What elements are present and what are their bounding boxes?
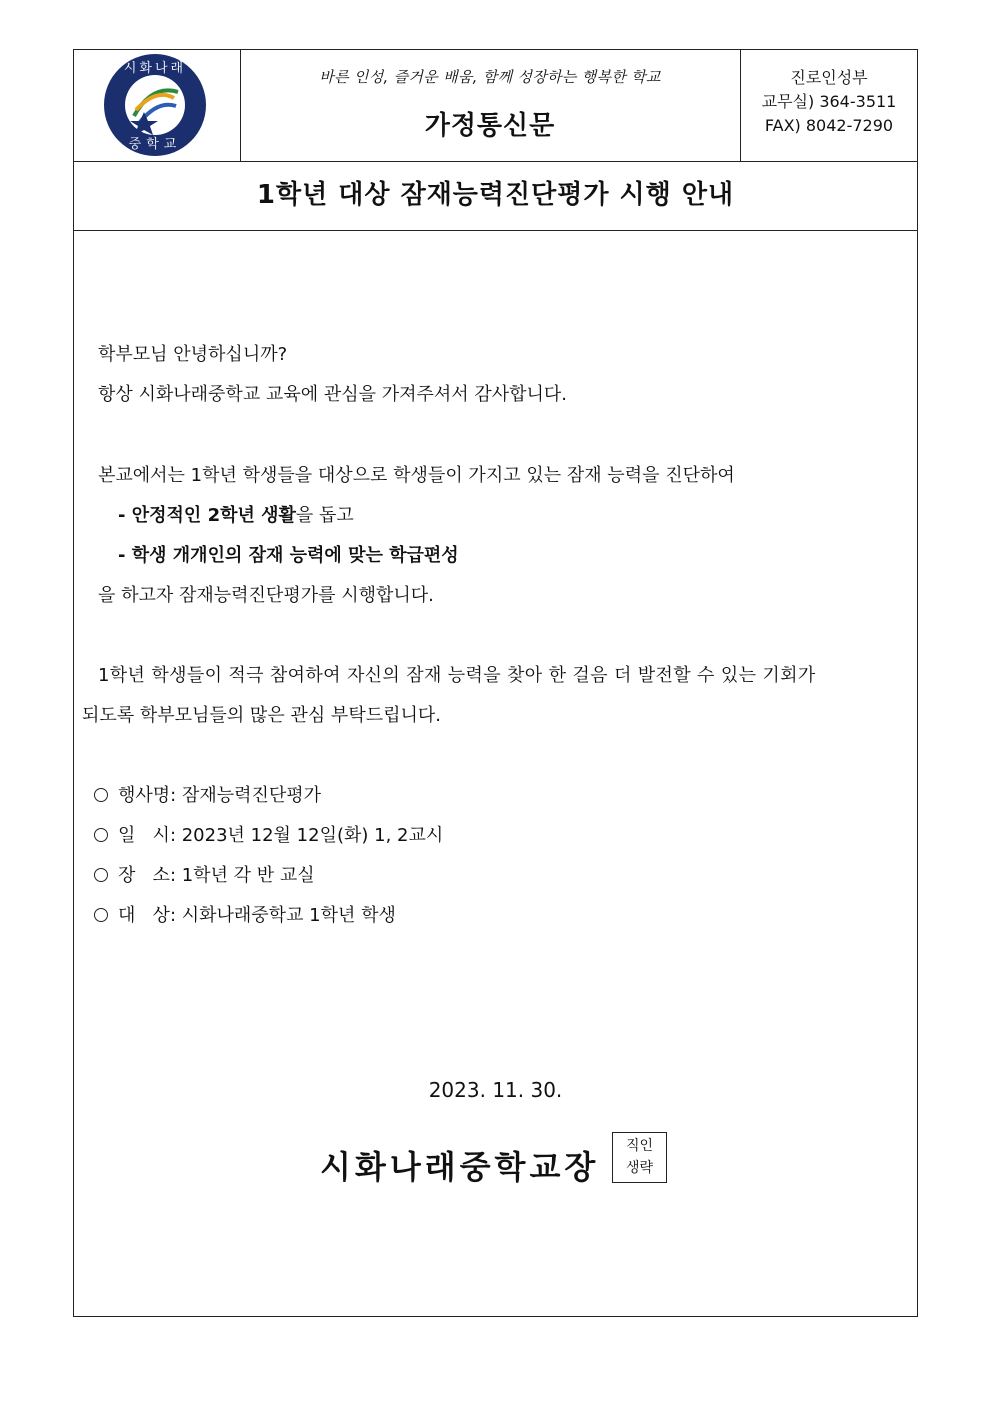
circle-bullet-icon [94,908,108,922]
bullet-2-bold: 학생 개개인의 잠재 능력에 맞는 학급편성 [131,545,459,566]
circle-bullet-icon [94,788,108,802]
paragraph-1: 본교에서는 1학년 학생들을 대상으로 학생들이 가지고 있는 잠재 능력을 진단하여 [98,465,735,486]
bullet-1: - 안정적인 2학년 생활을 돕고 [118,505,354,526]
paragraph-2-line-1: 1학년 학생들이 적극 참여하여 자신의 잠재 능력을 찾아 한 걸음 더 발전할 수 있는 기회가 [98,665,816,686]
circle-bullet-icon [94,828,108,842]
greeting-line-1: 학부모님 안녕하십니까? [98,344,288,365]
logo-cell [74,50,241,161]
detail-target: 대 상: 시화나래중학교 1학년 학생 [94,901,396,927]
paragraph-2-line-2: 되도록 학부모님들의 많은 관심 부탁드립니다. [82,705,441,726]
greeting-line-2: 항상 시화나래중학교 교육에 관심을 가져주셔서 감사합니다. [98,384,568,405]
detail-location: 장 소: 1학년 각 반 교실 [94,861,315,887]
paragraph-1-end: 을 하고자 잠재능력진단평가를 시행합니다. [98,585,434,606]
stamp-line-2: 생략 [625,1160,654,1176]
logo-bottom-text: 중학교 [128,137,182,152]
bullet-2: - 학생 개개인의 잠재 능력에 맞는 학급편성 [118,545,459,566]
school-motto: 바른 인성, 즐거운 배움, 함께 성장하는 행복한 학교 [319,68,661,86]
detail-event-name: 행사명: 잠재능력진단평가 [94,781,321,807]
header-center [240,50,741,161]
document-date: 2023. 11. 30. [428,1078,563,1102]
header-table [74,50,917,162]
stamp-line-1: 직인 [625,1138,654,1154]
bullet-1-rest: 을 돕고 [295,505,354,526]
contact-dept: 진로인성부 [790,68,868,87]
contact-office: 교무실) 364-3511 [761,92,897,111]
detail-datetime: 일 시: 2023년 12월 12일(화) 1, 2교시 [94,821,443,847]
newsletter-title: 가정통신문 [424,111,556,141]
bullet-1-bold: 안정적인 2학년 생활 [131,505,296,526]
document [73,49,918,1317]
circle-bullet-icon [94,868,108,882]
logo-top-text: 시화나래 [123,61,187,76]
contact-fax: FAX) 8042-7290 [764,116,894,135]
seal-omitted-box [612,1132,667,1183]
document-title: 1학년 대상 잠재능력진단평가 시행 안내 [74,161,917,231]
school-logo [74,50,240,161]
principal-signature: 시화나래중학교장 [320,1148,600,1186]
contact-info [740,50,918,161]
